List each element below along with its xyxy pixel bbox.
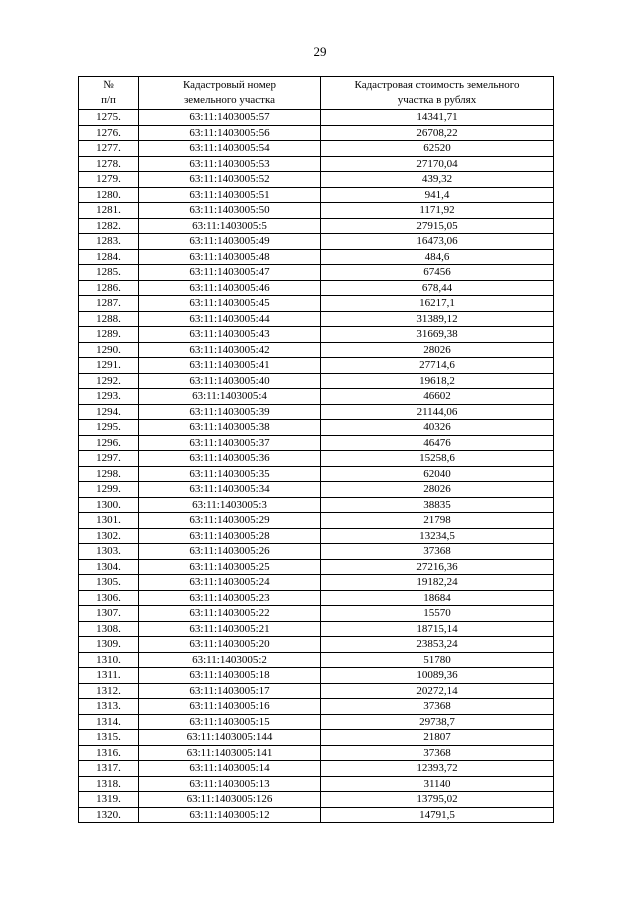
row-number-cell: 1281. [79, 203, 139, 219]
table-row [79, 730, 554, 746]
table-row [79, 482, 554, 498]
cadastral-value-cell: 16473,06 [321, 234, 554, 250]
row-number-cell: 1312. [79, 683, 139, 699]
table-row [79, 652, 554, 668]
cadastral-number-cell: 63:11:1403005:18 [139, 668, 321, 684]
row-number-cell: 1284. [79, 249, 139, 265]
table-row [79, 156, 554, 172]
table-row [79, 280, 554, 296]
table-row [79, 249, 554, 265]
row-number-cell: 1277. [79, 141, 139, 157]
cadastral-number-cell: 63:11:1403005:37 [139, 435, 321, 451]
cadastral-value-cell: 14791,5 [321, 807, 554, 823]
cadastral-value-cell: 28026 [321, 342, 554, 358]
table-row [79, 668, 554, 684]
cadastral-value-cell: 21798 [321, 513, 554, 529]
cadastral-number-cell: 63:11:1403005:46 [139, 280, 321, 296]
row-number-cell: 1311. [79, 668, 139, 684]
cadastral-number-cell: 63:11:1403005:28 [139, 528, 321, 544]
header-cadastral-line-1: Кадастровый номер [182, 79, 277, 91]
cadastral-value-cell: 21144,06 [321, 404, 554, 420]
table-row [79, 203, 554, 219]
table-row [79, 575, 554, 591]
row-number-cell: 1317. [79, 761, 139, 777]
cadastral-number-cell: 63:11:1403005:35 [139, 466, 321, 482]
cadastral-number-cell: 63:11:1403005:14 [139, 761, 321, 777]
table-body [79, 110, 554, 823]
table-row [79, 187, 554, 203]
cadastral-value-cell: 14341,71 [321, 110, 554, 126]
cadastral-number-cell: 63:11:1403005:56 [139, 125, 321, 141]
header-value-line-2: участка в рублях [397, 94, 477, 106]
row-number-cell: 1286. [79, 280, 139, 296]
cadastral-number-cell: 63:11:1403005:144 [139, 730, 321, 746]
cadastral-number-cell: 63:11:1403005:39 [139, 404, 321, 420]
row-number-cell: 1318. [79, 776, 139, 792]
table-row [79, 497, 554, 513]
cadastral-value-cell: 19182,24 [321, 575, 554, 591]
cadastral-value-cell: 26708,22 [321, 125, 554, 141]
cadastral-value-cell: 10089,36 [321, 668, 554, 684]
header-number-line-2: п/п [101, 94, 116, 106]
row-number-cell: 1279. [79, 172, 139, 188]
table-row [79, 714, 554, 730]
row-number-cell: 1303. [79, 544, 139, 560]
row-number-cell: 1280. [79, 187, 139, 203]
cadastral-number-cell: 63:11:1403005:50 [139, 203, 321, 219]
cadastral-number-cell: 63:11:1403005:126 [139, 792, 321, 808]
row-number-cell: 1316. [79, 745, 139, 761]
cadastral-value-cell: 27714,6 [321, 358, 554, 374]
table-row [79, 110, 554, 126]
cadastral-number-cell: 63:11:1403005:21 [139, 621, 321, 637]
cadastral-value-cell: 18684 [321, 590, 554, 606]
table-row [79, 296, 554, 312]
row-number-cell: 1313. [79, 699, 139, 715]
row-number-cell: 1278. [79, 156, 139, 172]
table-row [79, 234, 554, 250]
cadastral-number-cell: 63:11:1403005:34 [139, 482, 321, 498]
row-number-cell: 1306. [79, 590, 139, 606]
cadastral-number-cell: 63:11:1403005:29 [139, 513, 321, 529]
table-row [79, 435, 554, 451]
table-row [79, 311, 554, 327]
row-number-cell: 1276. [79, 125, 139, 141]
table-row [79, 792, 554, 808]
table-row [79, 358, 554, 374]
table-row [79, 327, 554, 343]
header-number [79, 77, 139, 110]
cadastral-number-cell: 63:11:1403005:13 [139, 776, 321, 792]
cadastral-number-cell: 63:11:1403005:20 [139, 637, 321, 653]
row-number-cell: 1299. [79, 482, 139, 498]
row-number-cell: 1305. [79, 575, 139, 591]
row-number-cell: 1292. [79, 373, 139, 389]
cadastral-value-cell: 19618,2 [321, 373, 554, 389]
row-number-cell: 1300. [79, 497, 139, 513]
row-number-cell: 1285. [79, 265, 139, 281]
cadastral-number-cell: 63:11:1403005:15 [139, 714, 321, 730]
cadastral-value-cell: 13795,02 [321, 792, 554, 808]
cadastral-number-cell: 63:11:1403005:51 [139, 187, 321, 203]
cadastral-value-cell: 62520 [321, 141, 554, 157]
cadastral-number-cell: 63:11:1403005:5 [139, 218, 321, 234]
cadastral-value-cell: 62040 [321, 466, 554, 482]
row-number-cell: 1294. [79, 404, 139, 420]
table-row [79, 761, 554, 777]
row-number-cell: 1319. [79, 792, 139, 808]
row-number-cell: 1289. [79, 327, 139, 343]
cadastral-number-cell: 63:11:1403005:48 [139, 249, 321, 265]
cadastral-number-cell: 63:11:1403005:49 [139, 234, 321, 250]
cadastral-number-cell: 63:11:1403005:4 [139, 389, 321, 405]
row-number-cell: 1297. [79, 451, 139, 467]
cadastral-number-cell: 63:11:1403005:43 [139, 327, 321, 343]
cadastral-number-cell: 63:11:1403005:40 [139, 373, 321, 389]
cadastral-number-cell: 63:11:1403005:52 [139, 172, 321, 188]
cadastral-value-cell: 28026 [321, 482, 554, 498]
row-number-cell: 1309. [79, 637, 139, 653]
table-row [79, 172, 554, 188]
cadastral-value-cell: 941,4 [321, 187, 554, 203]
cadastral-value-cell: 31669,38 [321, 327, 554, 343]
row-number-cell: 1288. [79, 311, 139, 327]
cadastral-value-cell: 23853,24 [321, 637, 554, 653]
table-row [79, 621, 554, 637]
cadastral-number-cell: 63:11:1403005:141 [139, 745, 321, 761]
table-row [79, 776, 554, 792]
cadastral-number-cell: 63:11:1403005:17 [139, 683, 321, 699]
cadastral-value-cell: 12393,72 [321, 761, 554, 777]
table-row [79, 807, 554, 823]
cadastral-value-cell: 67456 [321, 265, 554, 281]
table-row [79, 451, 554, 467]
table-row [79, 637, 554, 653]
cadastral-number-cell: 63:11:1403005:25 [139, 559, 321, 575]
cadastral-value-cell: 439,32 [321, 172, 554, 188]
table-row [79, 745, 554, 761]
cadastral-value-cell: 37368 [321, 745, 554, 761]
header-value-line-1: Кадастровая стоимость земельного [354, 79, 520, 91]
row-number-cell: 1290. [79, 342, 139, 358]
cadastral-value-cell: 31389,12 [321, 311, 554, 327]
table-row [79, 125, 554, 141]
cadastral-value-cell: 15258,6 [321, 451, 554, 467]
row-number-cell: 1320. [79, 807, 139, 823]
cadastral-value-cell: 27170,04 [321, 156, 554, 172]
row-number-cell: 1298. [79, 466, 139, 482]
row-number-cell: 1296. [79, 435, 139, 451]
cadastral-number-cell: 63:11:1403005:42 [139, 342, 321, 358]
row-number-cell: 1275. [79, 110, 139, 126]
header-cadastral-line-2: земельного участка [183, 94, 276, 106]
cadastral-number-cell: 63:11:1403005:36 [139, 451, 321, 467]
header-number-line-1: № [103, 79, 114, 91]
row-number-cell: 1282. [79, 218, 139, 234]
table-row [79, 606, 554, 622]
header-cadastral-number [139, 77, 321, 110]
cadastral-number-cell: 63:11:1403005:23 [139, 590, 321, 606]
cadastral-value-cell: 46476 [321, 435, 554, 451]
row-number-cell: 1307. [79, 606, 139, 622]
row-number-cell: 1301. [79, 513, 139, 529]
table-row [79, 513, 554, 529]
table-header [79, 77, 554, 110]
cadastral-number-cell: 63:11:1403005:44 [139, 311, 321, 327]
table-row [79, 389, 554, 405]
cadastral-number-cell: 63:11:1403005:26 [139, 544, 321, 560]
table-row [79, 683, 554, 699]
row-number-cell: 1315. [79, 730, 139, 746]
row-number-cell: 1293. [79, 389, 139, 405]
table-row [79, 699, 554, 715]
cadastral-value-cell: 27915,05 [321, 218, 554, 234]
cadastral-value-cell: 37368 [321, 544, 554, 560]
row-number-cell: 1304. [79, 559, 139, 575]
table-row [79, 590, 554, 606]
row-number-cell: 1310. [79, 652, 139, 668]
page-number: 29 [313, 44, 327, 59]
table-row [79, 420, 554, 436]
cadastral-number-cell: 63:11:1403005:22 [139, 606, 321, 622]
header-cadastral-value [321, 77, 554, 110]
cadastral-value-cell: 1171,92 [321, 203, 554, 219]
table-row [79, 528, 554, 544]
table-row [79, 265, 554, 281]
row-number-cell: 1283. [79, 234, 139, 250]
cadastral-value-cell: 51780 [321, 652, 554, 668]
cadastral-value-cell: 20272,14 [321, 683, 554, 699]
cadastral-number-cell: 63:11:1403005:47 [139, 265, 321, 281]
table-row [79, 218, 554, 234]
header-row [79, 77, 554, 110]
row-number-cell: 1295. [79, 420, 139, 436]
cadastral-number-cell: 63:11:1403005:24 [139, 575, 321, 591]
cadastral-value-table [78, 76, 554, 823]
cadastral-value-cell: 40326 [321, 420, 554, 436]
cadastral-value-cell: 13234,5 [321, 528, 554, 544]
table-row [79, 466, 554, 482]
row-number-cell: 1291. [79, 358, 139, 374]
cadastral-number-cell: 63:11:1403005:54 [139, 141, 321, 157]
row-number-cell: 1287. [79, 296, 139, 312]
cadastral-value-cell: 678,44 [321, 280, 554, 296]
cadastral-number-cell: 63:11:1403005:38 [139, 420, 321, 436]
cadastral-value-cell: 31140 [321, 776, 554, 792]
table-row [79, 373, 554, 389]
cadastral-value-cell: 16217,1 [321, 296, 554, 312]
table-row [79, 342, 554, 358]
row-number-cell: 1302. [79, 528, 139, 544]
cadastral-value-cell: 46602 [321, 389, 554, 405]
cadastral-number-cell: 63:11:1403005:16 [139, 699, 321, 715]
table-row [79, 544, 554, 560]
row-number-cell: 1308. [79, 621, 139, 637]
cadastral-value-cell: 27216,36 [321, 559, 554, 575]
cadastral-number-cell: 63:11:1403005:45 [139, 296, 321, 312]
table-row [79, 141, 554, 157]
table-row [79, 559, 554, 575]
cadastral-number-cell: 63:11:1403005:53 [139, 156, 321, 172]
cadastral-number-cell: 63:11:1403005:41 [139, 358, 321, 374]
cadastral-number-cell: 63:11:1403005:57 [139, 110, 321, 126]
cadastral-value-cell: 484,6 [321, 249, 554, 265]
cadastral-value-cell: 15570 [321, 606, 554, 622]
cadastral-number-cell: 63:11:1403005:2 [139, 652, 321, 668]
cadastral-value-cell: 38835 [321, 497, 554, 513]
cadastral-value-cell: 21807 [321, 730, 554, 746]
cadastral-number-cell: 63:11:1403005:12 [139, 807, 321, 823]
table-row [79, 404, 554, 420]
cadastral-value-cell: 18715,14 [321, 621, 554, 637]
cadastral-value-cell: 29738,7 [321, 714, 554, 730]
cadastral-value-cell: 37368 [321, 699, 554, 715]
cadastral-number-cell: 63:11:1403005:3 [139, 497, 321, 513]
row-number-cell: 1314. [79, 714, 139, 730]
